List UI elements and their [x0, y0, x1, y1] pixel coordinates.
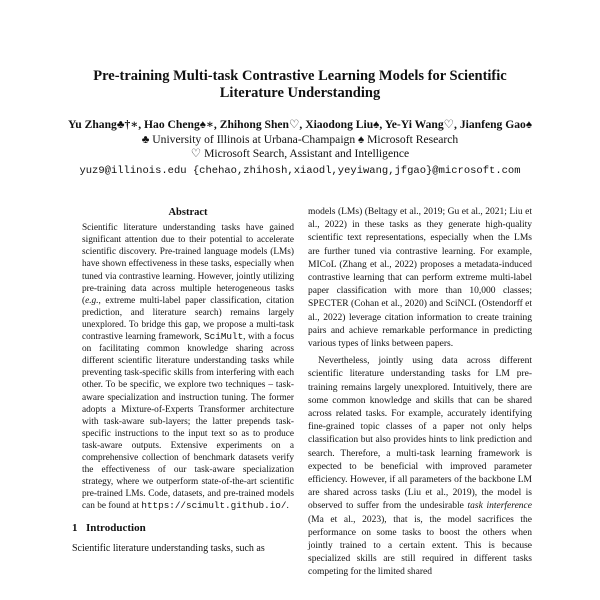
abstract-eg: e.g. [85, 295, 99, 306]
task-interference-term: task interference [467, 501, 532, 512]
code-url-link[interactable]: https://scimult.github.io/ [141, 500, 287, 512]
abstract-text [72, 222, 304, 512]
affiliation-line-2: ♡ Microsoft Search, Assistant and Intelligence [190, 147, 410, 160]
scimult-name: SciMult [204, 331, 244, 343]
abstract-part-3: , with a focus on facilitating common knowledge sharing across different scientific literature understanding tasks while preventing task-specific skills from interfering with each other. To be specific, we explore two techniques – task-aware specialization and instruction tuning. The former adopts a Mixture-of-Experts Transformer architecture with task-aware sub-layers; the latter prepends task-specific instructions to the input text so as to produce task-aware outputs. Extensive experiments on a comprehensive collection of benchmark datasets verify the effectiveness of our task-aware specialization strategy, where we outperform state-of-the-art scientific pre-trained LMs. Code, datasets, and pre-trained models can be found at [82, 332, 295, 512]
right-column [308, 206, 532, 584]
section-title: Introduction [86, 522, 146, 535]
left-column [72, 206, 304, 555]
section-number: 1 [72, 522, 78, 535]
paragraph-2-part-b: (Ma et al., 2023), that is, the model sacrifices the performance on some tasks to boost the others when jointly trained to a certain extent. This is because specialized skills are still required in different tasks competing for the limited shared [308, 514, 532, 578]
author-block [40, 118, 560, 178]
abstract-part-2: , extreme multi-label paper classification, citation prediction, and literature search) remains largely unexplored. To bridge this gap, we propose a multi-task contrastive learning framework, [82, 295, 294, 343]
paragraph-2-part-a: Nevertheless, jointly using data across different scientific literature understanding tasks for LM pre-training remains largely unexplored. Intuitively, there are some common knowledge and skills that can be shared across related tasks. For example, accurately identifying fine-grained topic classes of a paper not only helps classification but also provides hints to link prediction and search. Therefore, a multi-task learning framework is expected to be beneficial with improved parameter efficiency. However, if all parameters of the backbone LM are shared across tasks (Liu et al., 2019), the model is observed to suffer from the undesirable [308, 356, 532, 512]
abstract-part-1: Scientific literature understanding tasks have gained significant attention due to their potential to accelerate scientific discovery. Pre-trained language models (LMs) have shown effectiveness in these tasks, especially when tuned via contrastive learning. However, jointly utilizing pre-training data across multiple heterogeneous tasks ( [82, 223, 294, 306]
affiliation-line-1: ♣ University of Illinois at Urbana-Champaign ♠ Microsoft Research [141, 132, 459, 146]
abstract-heading: Abstract [168, 207, 208, 218]
author-emails: yuz9@illinois.edu {chehao,zhihosh,xiaodl,yeyiwang,jfgao}@microsoft.com [79, 164, 521, 177]
paper-title: Pre-training Multi-task Contrastive Learning Models for Scientific Literature Understanding [93, 68, 507, 101]
intro-paragraph-1: models (LMs) (Beltagy et al., 2019; Gu et al., 2021; Liu et al., 2022) in these tasks as they generate high-quality scientific text representations, especially when the LMs are further tuned via contrastive learning. For example, MICoL (Zhang et al., 2022) proposes a metadata-induced contrastive learning that can perform extreme multi-label paper classification with more than 10,000 classes; SPECTER (Cohan et al., 2020) and SciNCL (Ostendorff et al., 2022) leverage citation information to create training pairs and achieve remarkable performance in predicting various types of links between papers. [308, 207, 532, 350]
author-names: Yu Zhang♣†∗, Hao Cheng♠∗, Zhihong Shen♡, Xiaodong Liu♠, Ye-Yi Wang♡, Jianfeng Gao♠ [67, 118, 533, 131]
intro-paragraph-2 [308, 355, 532, 579]
intro-heading [72, 522, 304, 535]
abstract-part-4: . [286, 501, 289, 512]
intro-text: Scientific literature understanding tasks, such as [72, 542, 265, 554]
